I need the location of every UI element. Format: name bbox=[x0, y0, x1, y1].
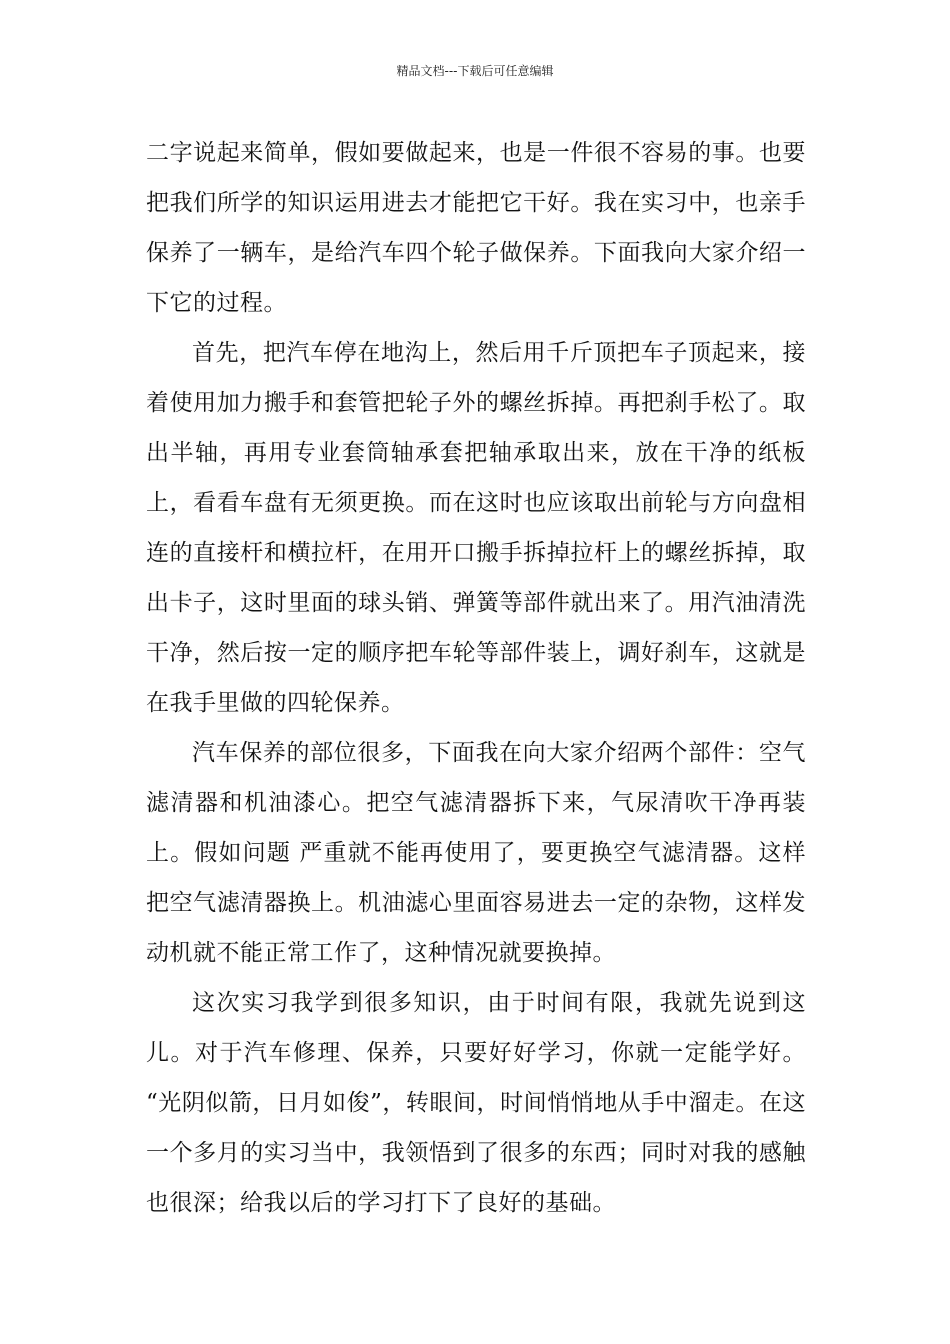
document-body bbox=[146, 128, 806, 1228]
paragraph-1: 二字说起来简单，假如要做起来，也是一件很不容易的事。也要把我们所学的知识运用进去才能把它干好。我在实习中，也亲手保养了一辆车，是给汽车四个轮子做保养。下面我向大家介绍一下它的过程。 bbox=[146, 140, 806, 316]
paragraph-3: 汽车保养的部位很多，下面我在向大家介绍两个部件：空气滤清器和机油漆心。把空气滤清器拆下来，气尿清吹干净再装上。假如问题 严重就不能再使用了，要更换空气滤清器。这样把空气滤清器换上。机油滤心里面容易进去一定的杂物，这样发动机就不能正常工作了，这种情况就要换掉。 bbox=[146, 740, 806, 966]
paragraph-2: 首先，把汽车停在地沟上，然后用千斤顶把车子顶起来，接着使用加力搬手和套管把轮子外的螺丝拆掉。再把刹手松了。取出半轴，再用专业套筒轴承套把轴承取出来，放在干净的纸板上，看看车盘有无须更换。而在这时也应该取出前轮与方向盘相连的直接杆和横拉杆，在用开口搬手拆掉拉杆上的螺丝拆掉，取出卡子，这时里面的球头销、弹簧等部件就出来了。用汽油清洗干净，然后按一定的顺序把车轮等部件装上，调好刹车，这就是在我手里做的四轮保养。 bbox=[146, 340, 806, 716]
page-header: 精品文档---下载后可任意编辑 bbox=[396, 64, 554, 78]
paragraph-4: 这次实习我学到很多知识，由于时间有限，我就先说到这儿。对于汽车修理、保养，只要好好学习，你就一定能学好。 “光阴似箭，日月如俊”，转眼间，时间悄悄地从手中溜走。在这一个多月的实习当中，我领悟到了很多的东西；同时对我的感触也很深；给我以后的学习打下了良好的基础。 bbox=[146, 990, 806, 1216]
